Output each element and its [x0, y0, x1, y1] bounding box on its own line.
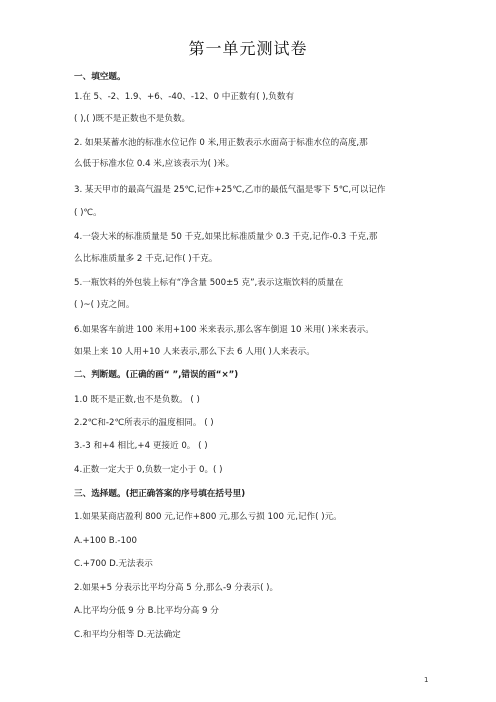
question-line: ( )~( )克之间。: [74, 300, 135, 310]
section-heading-true-false: 二、判断题。(正确的画“ ”,错误的画“×”): [74, 370, 239, 380]
question-line: ( ),( )既不是正数也不是负数。: [74, 114, 191, 124]
question-line: 1.如果某商店盈利 800 元,记作+800 元,那么亏损 100 元,记作( )元。: [74, 512, 342, 522]
question-line: 4.一袋大米的标准质量是 50 千克,如果比标准质量少 0.3 千克,记作-0.3 千克,那: [74, 232, 378, 242]
question-line: 2.如果+5 分表示比平均分高 5 分,那么-9 分表示( )。: [74, 583, 279, 593]
option-line: C.和平均分相等 D.无法确定: [74, 630, 181, 640]
question-line: 1.0 既不是正数,也不是负数。 ( ): [74, 395, 200, 405]
question-line: 2. 如果某蓄水池的标准水位记作 0 米,用正数表示水面高于标准水位的高度,那: [74, 138, 368, 148]
option-line: C.+700 D.无法表示: [74, 559, 153, 569]
option-line: A.+100 B.-100: [74, 536, 137, 546]
option-line: A.比平均分低 9 分 B.比平均分高 9 分: [74, 606, 219, 616]
question-line: 6.如果客车前进 100 米用+100 米来表示,那么客车倒退 10 米用( )米来表示。: [74, 325, 374, 335]
question-line: 3.-3 和+4 相比,+4 更接近 0。 ( ): [74, 441, 208, 451]
section-heading-multiple-choice: 三、选择题。(把正确答案的序号填在括号里): [74, 489, 246, 499]
question-line: 4.正数一定大于 0,负数一定小于 0。( ): [74, 465, 223, 475]
question-line: 2.2℃和-2℃所表示的温度相同。 ( ): [74, 418, 214, 428]
question-line: 5.一瓶饮料的外包装上标有“净含量 500±5 克”,表示这瓶饮料的质量在: [74, 278, 344, 288]
question-line: 如果上来 10 人用+10 人来表示,那么下去 6 人用( )人来表示。: [74, 347, 315, 357]
question-line: ( )℃。: [74, 208, 102, 218]
page-number: 1: [424, 676, 429, 684]
page-title: 第一单元测试卷: [188, 39, 308, 58]
question-line: 么低于标准水位 0.4 米,应该表示为( )米。: [74, 159, 235, 169]
question-line: 1.在 5、-2、1.9、+6、-40、-12、0 中正数有( ),负数有: [74, 92, 295, 102]
question-line: 么比标准质量多 2 千克,记作( )千克。: [74, 254, 218, 264]
section-heading-fill-blank: 一、填空题。: [74, 72, 126, 82]
question-line: 3. 某天甲市的最高气温是 25℃,记作+25℃,乙市的最低气温是零下 5℃,可以记作: [74, 185, 386, 195]
